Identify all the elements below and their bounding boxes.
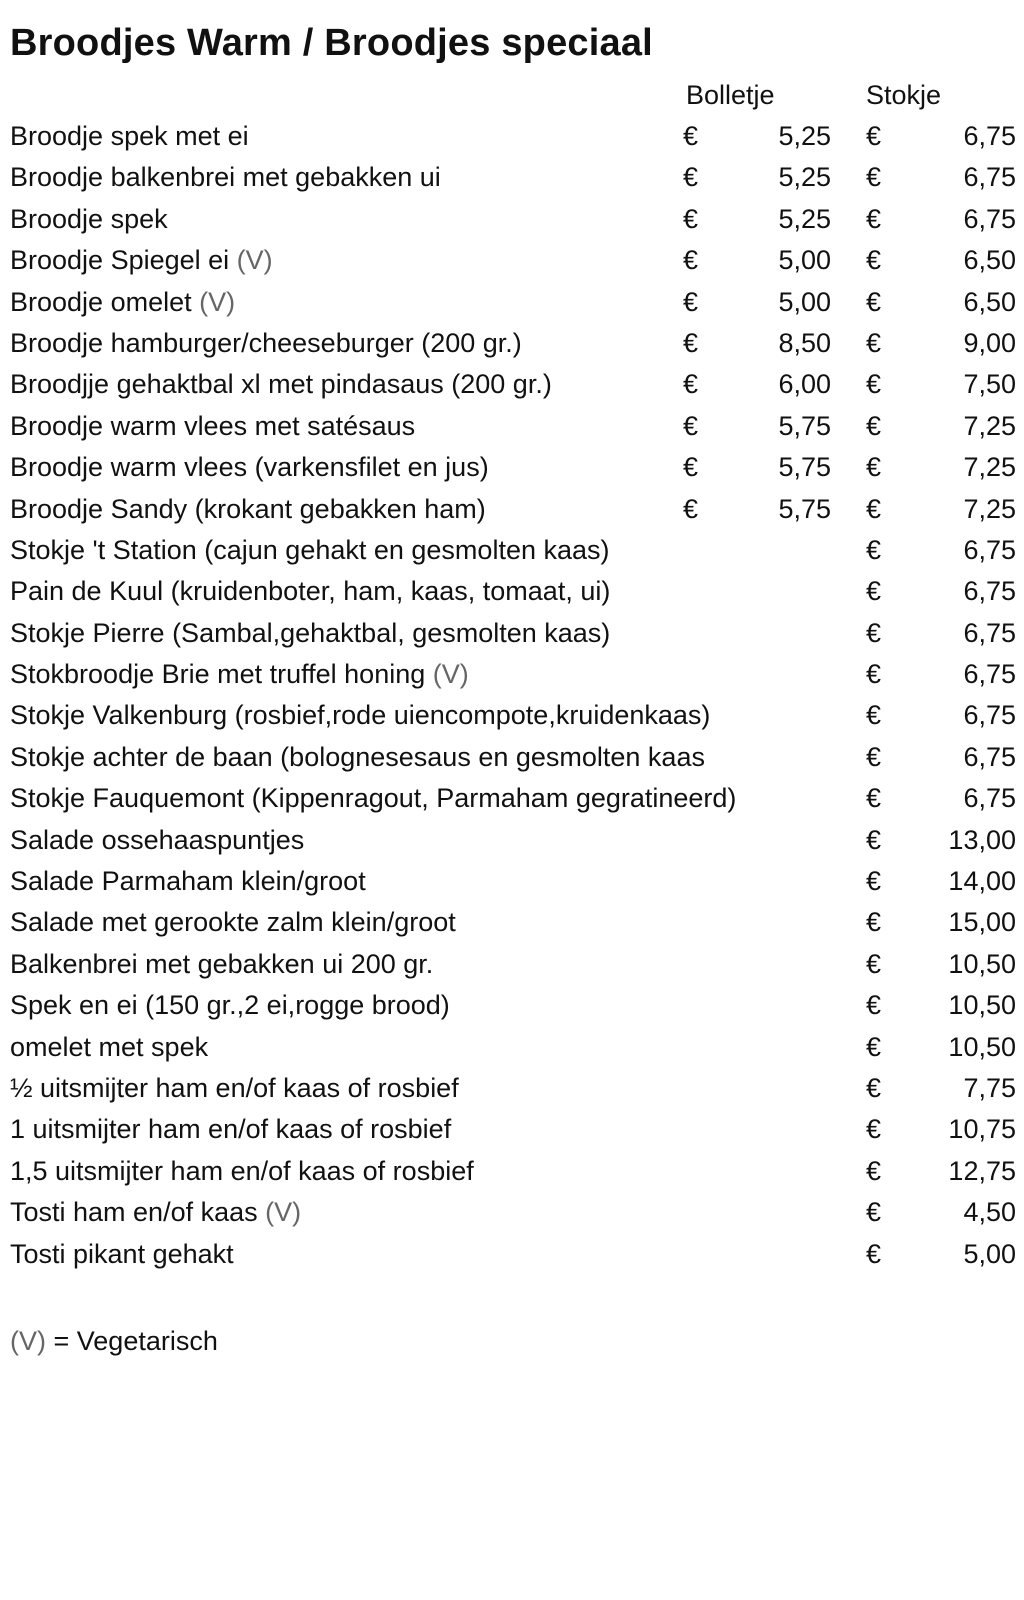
menu-item-name-text: Tosti ham en/of kaas	[10, 1197, 266, 1228]
menu-item-name	[10, 199, 168, 240]
menu-item-name	[10, 737, 705, 778]
currency-symbol-stokje: €	[866, 1197, 882, 1228]
price-stokje: 6,75	[963, 783, 1016, 814]
currency-symbol-stokje: €	[866, 1114, 882, 1145]
menu-item-name-text: Broodje Sandy (krokant gebakken ham)	[10, 493, 486, 524]
price-stokje: 6,75	[963, 203, 1016, 234]
currency-symbol-stokje: €	[866, 1238, 882, 1269]
price-bolletje: 8,50	[778, 327, 831, 358]
price-stokje: 12,75	[948, 1155, 1016, 1186]
vegetarian-marker: (V)	[236, 245, 273, 276]
menu-item-name-text: Broodje warm vlees (varkensfilet en jus)	[10, 452, 489, 483]
menu-item	[0, 240, 1024, 281]
menu-item	[0, 778, 1024, 819]
currency-symbol-stokje: €	[866, 700, 882, 731]
currency-symbol-stokje: €	[866, 866, 882, 897]
price-stokje: 14,00	[948, 866, 1016, 897]
menu-item-name-text: Stokje Pierre (Sambal,gehaktbal, gesmolten kaas)	[10, 617, 611, 648]
menu-item-name-text: Salade met gerookte zalm klein/groot	[10, 907, 456, 938]
menu-item-name	[10, 116, 249, 157]
currency-symbol-stokje: €	[866, 990, 882, 1021]
menu-item-name-text: 1 uitsmijter ham en/of kaas of rosbief	[10, 1114, 452, 1145]
menu-item-name-text: Broodje spek	[10, 203, 168, 234]
currency-symbol-bolletje: €	[683, 245, 699, 276]
column-header-stokje: Stokje	[866, 80, 942, 110]
vegetarian-marker: (V)	[265, 1197, 302, 1228]
menu-item-name-text: Broodje spek met ei	[10, 121, 249, 151]
currency-symbol-stokje: €	[866, 369, 882, 400]
menu-list	[0, 116, 1024, 1275]
menu-item-name	[10, 1234, 234, 1275]
menu-item-name	[10, 240, 273, 281]
currency-symbol-stokje: €	[866, 1031, 882, 1062]
menu-item-name	[10, 282, 235, 323]
menu-item-name-text: omelet met spek	[10, 1031, 209, 1062]
price-bolletje: 5,00	[778, 245, 831, 276]
menu-item-name-text: Balkenbrei met gebakken ui 200 gr.	[10, 948, 434, 979]
currency-symbol-stokje: €	[866, 410, 882, 441]
menu-item	[0, 364, 1024, 405]
currency-symbol-stokje: €	[866, 452, 882, 483]
menu-item-name	[10, 861, 366, 902]
menu-item-name	[10, 530, 610, 571]
menu-item	[0, 406, 1024, 447]
price-bolletje: 5,25	[778, 203, 831, 234]
price-stokje: 7,25	[963, 493, 1016, 524]
price-bolletje: 5,75	[778, 410, 831, 441]
menu-item	[0, 737, 1024, 778]
menu-item-name-text: Broodje warm vlees met satésaus	[10, 410, 416, 441]
menu-item	[0, 530, 1024, 571]
currency-symbol-stokje: €	[866, 1155, 882, 1186]
menu-item-name	[10, 364, 552, 405]
menu-item	[0, 861, 1024, 902]
menu-item	[0, 323, 1024, 364]
price-stokje: 7,50	[963, 369, 1016, 400]
menu-item-name	[10, 406, 415, 447]
menu-item	[0, 489, 1024, 530]
price-stokje: 10,50	[948, 990, 1016, 1021]
menu-item	[0, 1151, 1024, 1192]
price-stokje: 7,25	[963, 410, 1016, 441]
menu-item-name-text: Broodje balkenbrei met gebakken ui	[10, 162, 441, 193]
menu-item-name	[10, 613, 610, 654]
currency-symbol-stokje: €	[866, 948, 882, 979]
menu-item	[0, 1192, 1024, 1233]
price-stokje: 15,00	[948, 907, 1016, 938]
price-stokje: 6,75	[963, 534, 1016, 565]
menu-item	[0, 157, 1024, 198]
menu-item-name	[10, 1109, 451, 1150]
menu-item-name	[10, 571, 610, 612]
menu-item-name-text: Stokje Valkenburg (rosbief,rode uiencompote,kruidenkaas)	[10, 700, 711, 731]
currency-symbol-bolletje: €	[683, 327, 699, 358]
menu-item-name	[10, 1068, 459, 1109]
menu-item-name-text: ½ uitsmijter ham en/of kaas of rosbief	[10, 1072, 459, 1103]
column-header-bolletje: Bolletje	[686, 80, 775, 110]
currency-symbol-stokje: €	[866, 659, 882, 690]
menu-item-name	[10, 778, 736, 819]
price-stokje: 4,50	[963, 1197, 1016, 1228]
menu-item-name-text: Broodje hamburger/cheeseburger (200 gr.)	[10, 327, 522, 358]
price-stokje: 5,00	[963, 1238, 1016, 1269]
currency-symbol-stokje: €	[866, 824, 882, 855]
menu-item	[0, 654, 1024, 695]
currency-symbol-bolletje: €	[683, 121, 699, 151]
price-bolletje: 5,00	[778, 286, 831, 317]
menu-item	[0, 1027, 1024, 1068]
price-stokje: 6,75	[963, 700, 1016, 731]
menu-item-name-text: Pain de Kuul (kruidenboter, ham, kaas, tomaat, ui)	[10, 576, 611, 607]
currency-symbol-stokje: €	[866, 286, 882, 317]
price-stokje: 6,75	[963, 659, 1016, 690]
menu-item	[0, 695, 1024, 736]
currency-symbol-bolletje: €	[683, 369, 699, 400]
price-stokje: 10,75	[948, 1114, 1016, 1145]
menu-item	[0, 571, 1024, 612]
price-stokje: 6,75	[963, 162, 1016, 193]
menu-item-name-text: Stokje 't Station (cajun gehakt en gesmolten kaas)	[10, 534, 610, 565]
menu-item	[0, 944, 1024, 985]
currency-symbol-bolletje: €	[683, 410, 699, 441]
currency-symbol-bolletje: €	[683, 162, 699, 193]
menu-item	[0, 199, 1024, 240]
price-stokje: 6,75	[963, 576, 1016, 607]
menu-item	[0, 1234, 1024, 1275]
menu-item-name	[10, 1027, 208, 1068]
menu-item-name	[10, 157, 441, 198]
legend-text: = Vegetarisch	[46, 1326, 218, 1356]
menu-item-name	[10, 902, 456, 943]
price-stokje: 7,25	[963, 452, 1016, 483]
price-stokje: 6,75	[963, 121, 1016, 151]
menu-item	[0, 116, 1024, 157]
currency-symbol-stokje: €	[866, 741, 882, 772]
menu-item-name-text: Stokje Fauquemont (Kippenragout, Parmaham gegratineerd)	[10, 783, 737, 814]
menu-item-name	[10, 654, 469, 695]
currency-symbol-bolletje: €	[683, 203, 699, 234]
menu-item	[0, 820, 1024, 861]
currency-symbol-bolletje: €	[683, 493, 699, 524]
menu-item	[0, 902, 1024, 943]
currency-symbol-stokje: €	[866, 327, 882, 358]
menu-item	[0, 282, 1024, 323]
menu-item-name-text: Broodje omelet	[10, 286, 200, 317]
price-stokje: 6,50	[963, 286, 1016, 317]
currency-symbol-stokje: €	[866, 493, 882, 524]
menu-item	[0, 985, 1024, 1026]
menu-item-name-text: Broodje Spiegel ei	[10, 245, 237, 276]
menu-item-name	[10, 695, 710, 736]
currency-symbol-bolletje: €	[683, 452, 699, 483]
menu-item-name-text: Stokbroodje Brie met truffel honing	[10, 659, 433, 690]
price-stokje: 13,00	[948, 824, 1016, 855]
menu-item-name-text: Spek en ei (150 gr.,2 ei,rogge brood)	[10, 990, 450, 1021]
currency-symbol-stokje: €	[866, 203, 882, 234]
currency-symbol-stokje: €	[866, 245, 882, 276]
price-stokje: 10,50	[948, 1031, 1016, 1062]
price-stokje: 9,00	[963, 327, 1016, 358]
menu-item-name-text: Salade Parmaham klein/groot	[10, 866, 366, 897]
currency-symbol-stokje: €	[866, 617, 882, 648]
price-bolletje: 6,00	[778, 369, 831, 400]
menu-item	[0, 447, 1024, 488]
menu-item-name-text: Stokje achter de baan (bolognesesaus en gesmolten kaas	[10, 741, 705, 772]
currency-symbol-stokje: €	[866, 534, 882, 565]
page-title: Broodjes Warm / Broodjes speciaal	[10, 22, 653, 64]
currency-symbol-stokje: €	[866, 1072, 882, 1103]
price-bolletje: 5,25	[778, 162, 831, 193]
menu-item-name-text: Tosti pikant gehakt	[10, 1238, 234, 1269]
price-bolletje: 5,75	[778, 493, 831, 524]
menu-item-name	[10, 985, 450, 1026]
price-stokje: 10,50	[948, 948, 1016, 979]
currency-symbol-stokje: €	[866, 576, 882, 607]
price-stokje: 6,75	[963, 741, 1016, 772]
currency-symbol-stokje: €	[866, 907, 882, 938]
vegetarian-marker: (V)	[432, 659, 469, 690]
menu-item-name	[10, 820, 304, 861]
price-bolletje: 5,75	[778, 452, 831, 483]
menu-item-name-text: Salade ossehaaspuntjes	[10, 824, 305, 855]
legend	[10, 1326, 218, 1357]
currency-symbol-stokje: €	[866, 162, 882, 193]
price-bolletje: 5,25	[778, 121, 831, 151]
price-stokje: 6,75	[963, 617, 1016, 648]
menu-item-name	[10, 1192, 301, 1233]
menu-item-name	[10, 1151, 474, 1192]
menu-item	[0, 1109, 1024, 1150]
currency-symbol-stokje: €	[866, 121, 882, 151]
menu-item-name	[10, 944, 433, 985]
menu-item-name	[10, 447, 489, 488]
menu-item	[0, 613, 1024, 654]
price-stokje: 6,50	[963, 245, 1016, 276]
menu-item-name	[10, 323, 522, 364]
currency-symbol-bolletje: €	[683, 286, 699, 317]
menu-item-name-text: Broodjje gehaktbal xl met pindasaus (200 gr.)	[10, 369, 552, 400]
legend-symbol: (V)	[10, 1326, 46, 1356]
menu-item	[0, 1068, 1024, 1109]
price-stokje: 7,75	[963, 1072, 1016, 1103]
currency-symbol-stokje: €	[866, 783, 882, 814]
menu-item-name	[10, 489, 486, 530]
vegetarian-marker: (V)	[199, 286, 236, 317]
menu-item-name-text: 1,5 uitsmijter ham en/of kaas of rosbief	[10, 1155, 474, 1186]
